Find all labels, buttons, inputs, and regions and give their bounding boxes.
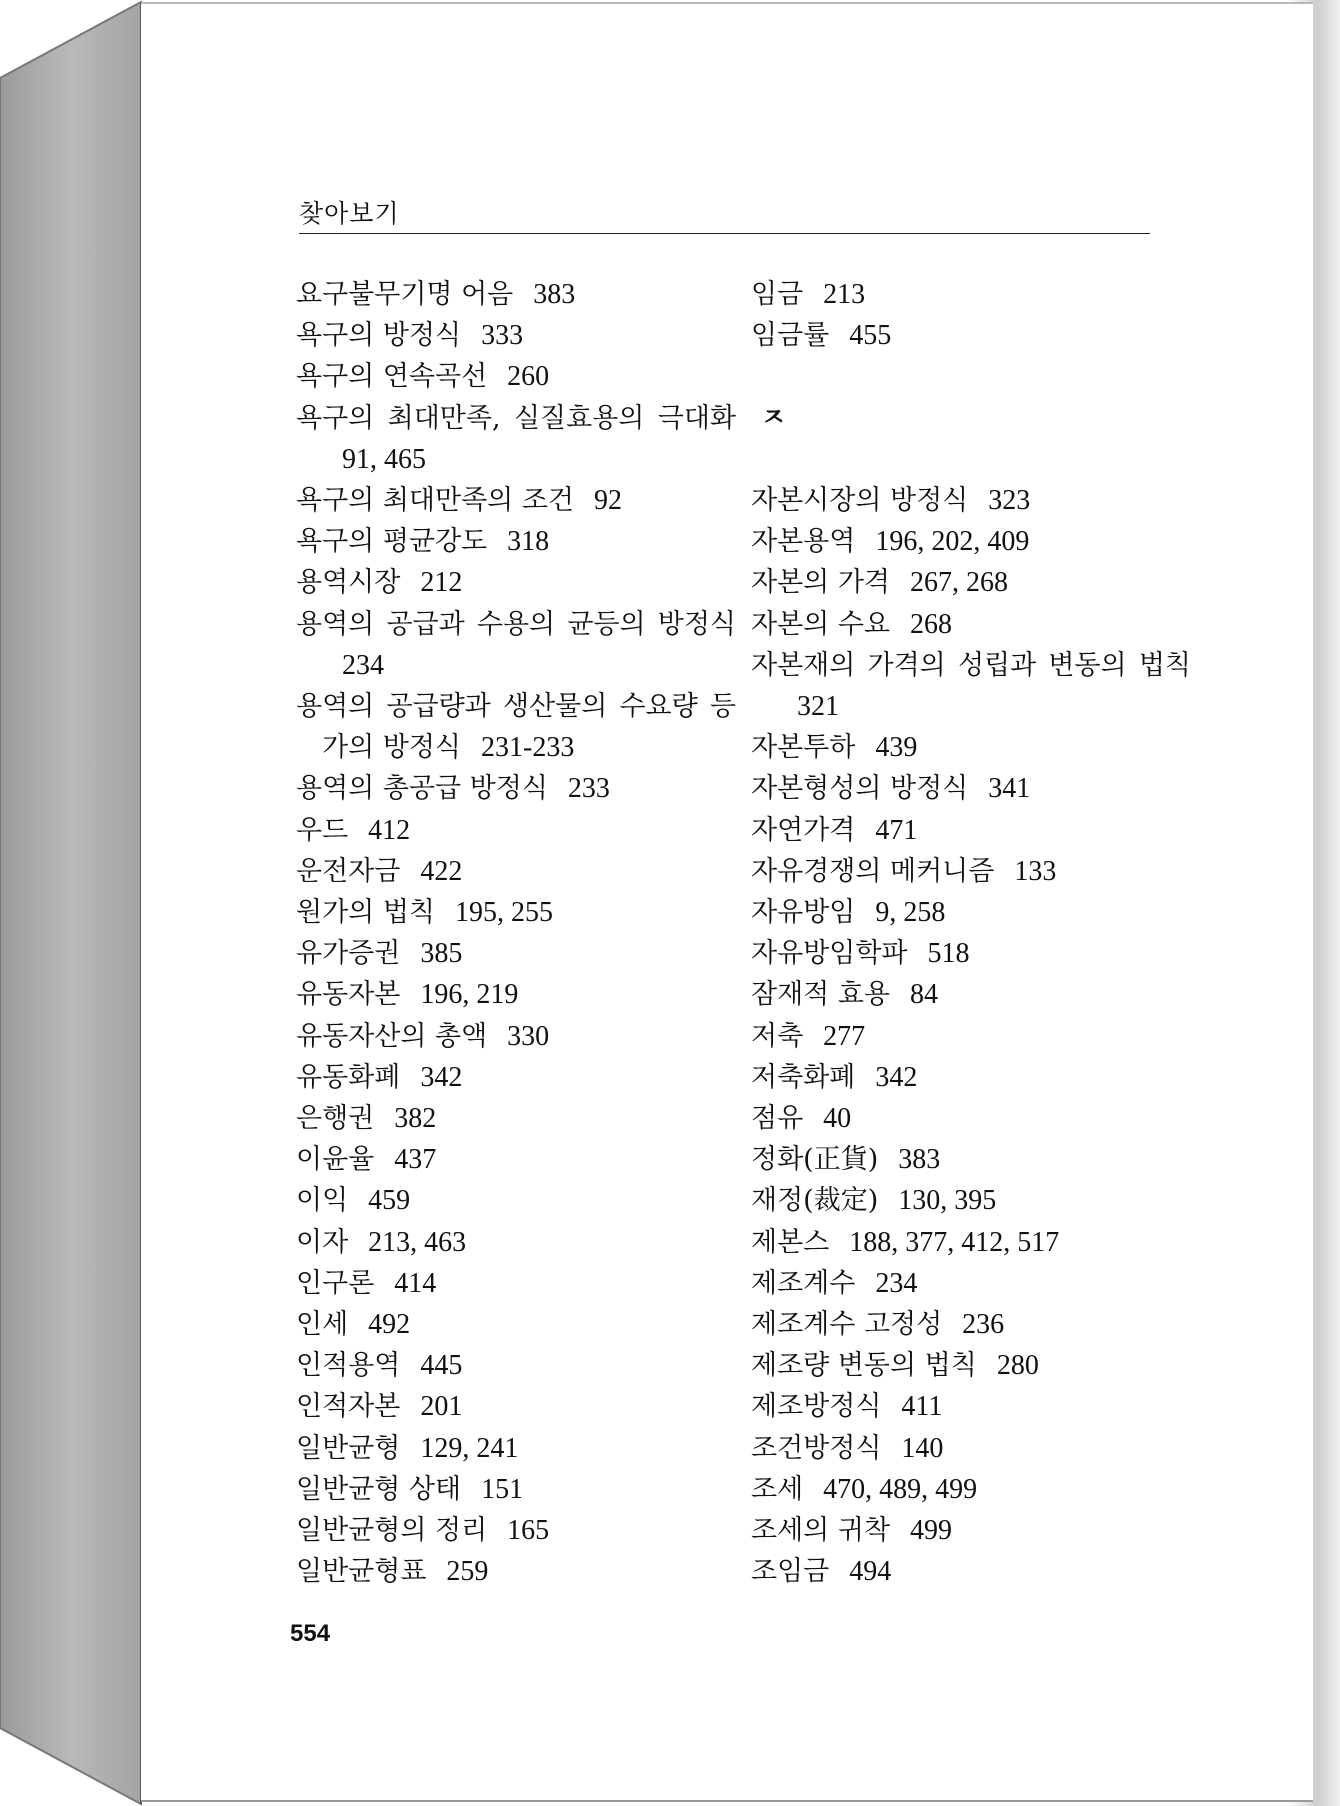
index-entry: 임금률 455 [751,320,892,352]
index-entry: 자본의 수요 268 [751,608,952,640]
index-entry: 인적자본 201 [296,1391,463,1423]
index-entry: 자본시장의 방정식 323 [751,484,1031,516]
index-entry: 제조계수 고정성 236 [751,1309,1005,1341]
index-entry: 정화(正貨) 383 [751,1144,941,1176]
index-entry: 이윤율 437 [296,1144,437,1176]
book-side-edge [0,0,145,1806]
index-entry: 자연가격 471 [751,814,918,846]
index-entry: 요구불무기명 어음 383 [296,279,576,310]
index-entry: 인세 492 [296,1309,411,1341]
index-entry: 자본투하 439 [751,732,918,764]
index-entry: 자본재의 가격의 성립과 변동의 법칙321 [751,649,1191,722]
index-entry: 저축화폐 342 [751,1061,918,1093]
header-rule [299,233,1150,234]
index-entry: 재정(裁定) 130, 395 [751,1185,997,1217]
index-entry: 유동화폐 342 [296,1061,463,1093]
index-entry: 일반균형 상태 151 [296,1473,524,1505]
index-entry: 인적용역 445 [296,1350,463,1382]
index-entry: 운전자금 422 [296,855,463,887]
section-spacer [751,356,1191,397]
index-entry: 일반균형의 정리 165 [296,1515,550,1547]
index-entry: 잠재적 효용 84 [751,979,938,1011]
index-entry: 일반균형 129, 241 [296,1432,519,1464]
index-entry: 자유경쟁의 메커니즘 133 [751,855,1057,887]
page-number: 554 [290,1620,331,1647]
index-entry: 제본스 188, 377, 412, 517 [751,1226,1060,1258]
index-entry: 자유방임 9, 258 [751,897,946,929]
index-entry: 욕구의 최대만족의 조건 92 [296,485,622,517]
index-entry: 이익 459 [296,1185,411,1217]
index-entry: 이자 213, 463 [296,1226,467,1258]
index-entry: 유가증권 385 [296,938,463,970]
index-entry: 욕구의 연속곡선 260 [296,361,550,393]
index-entry: 은행권 382 [296,1103,437,1135]
index-entry: 용역의 공급량과 생산물의 수요량 등가의 방정식 231-233 [296,691,736,764]
index-entry: 우드 412 [296,814,411,846]
index-entry: 용역의 공급과 수용의 균등의 방정식234 [296,608,736,681]
index-entry: 조임금 494 [751,1556,892,1588]
index-entry: 원가의 법칙 195, 255 [296,897,553,929]
index-entry: 제조량 변동의 법칙 280 [751,1350,1039,1382]
section-letter-heading: ㅈ [761,402,787,433]
index-entry: 자본의 가격 267, 268 [751,567,1008,599]
index-entry: 조세의 귀착 499 [751,1515,952,1547]
index-entry: 제조방정식 411 [751,1391,943,1423]
index-column-right [751,274,1191,1592]
index-entry: 일반균형표 259 [296,1556,489,1588]
running-header: 찾아보기 [299,199,400,228]
index-column-left [296,274,736,1593]
index-entry: 제조계수 234 [751,1267,918,1299]
index-entry: 자본용역 196, 202, 409 [751,526,1030,558]
index-entry: 임금 213 [751,279,866,310]
index-entry: 점유 40 [751,1103,852,1135]
index-entry: 자본형성의 방정식 341 [751,773,1031,805]
index-entry: 욕구의 평균강도 318 [296,526,550,558]
index-entry: 저축 277 [751,1020,866,1052]
index-entry: 욕구의 방정식 333 [296,320,524,352]
index-entry: 자유방임학파 518 [751,938,970,970]
index-entry: 용역의 총공급 방정식 233 [296,773,610,805]
index-entry: 욕구의 최대만족, 실질효용의 극대화91, 465 [296,402,736,475]
index-entry: 조세 470, 489, 499 [751,1473,978,1505]
index-entry: 유동자본 196, 219 [296,979,519,1011]
index-entry: 유동자산의 총액 330 [296,1020,550,1052]
index-entry: 인구론 414 [296,1267,437,1299]
index-entry: 용역시장 212 [296,567,463,599]
index-entry: 조건방정식 140 [751,1432,944,1464]
